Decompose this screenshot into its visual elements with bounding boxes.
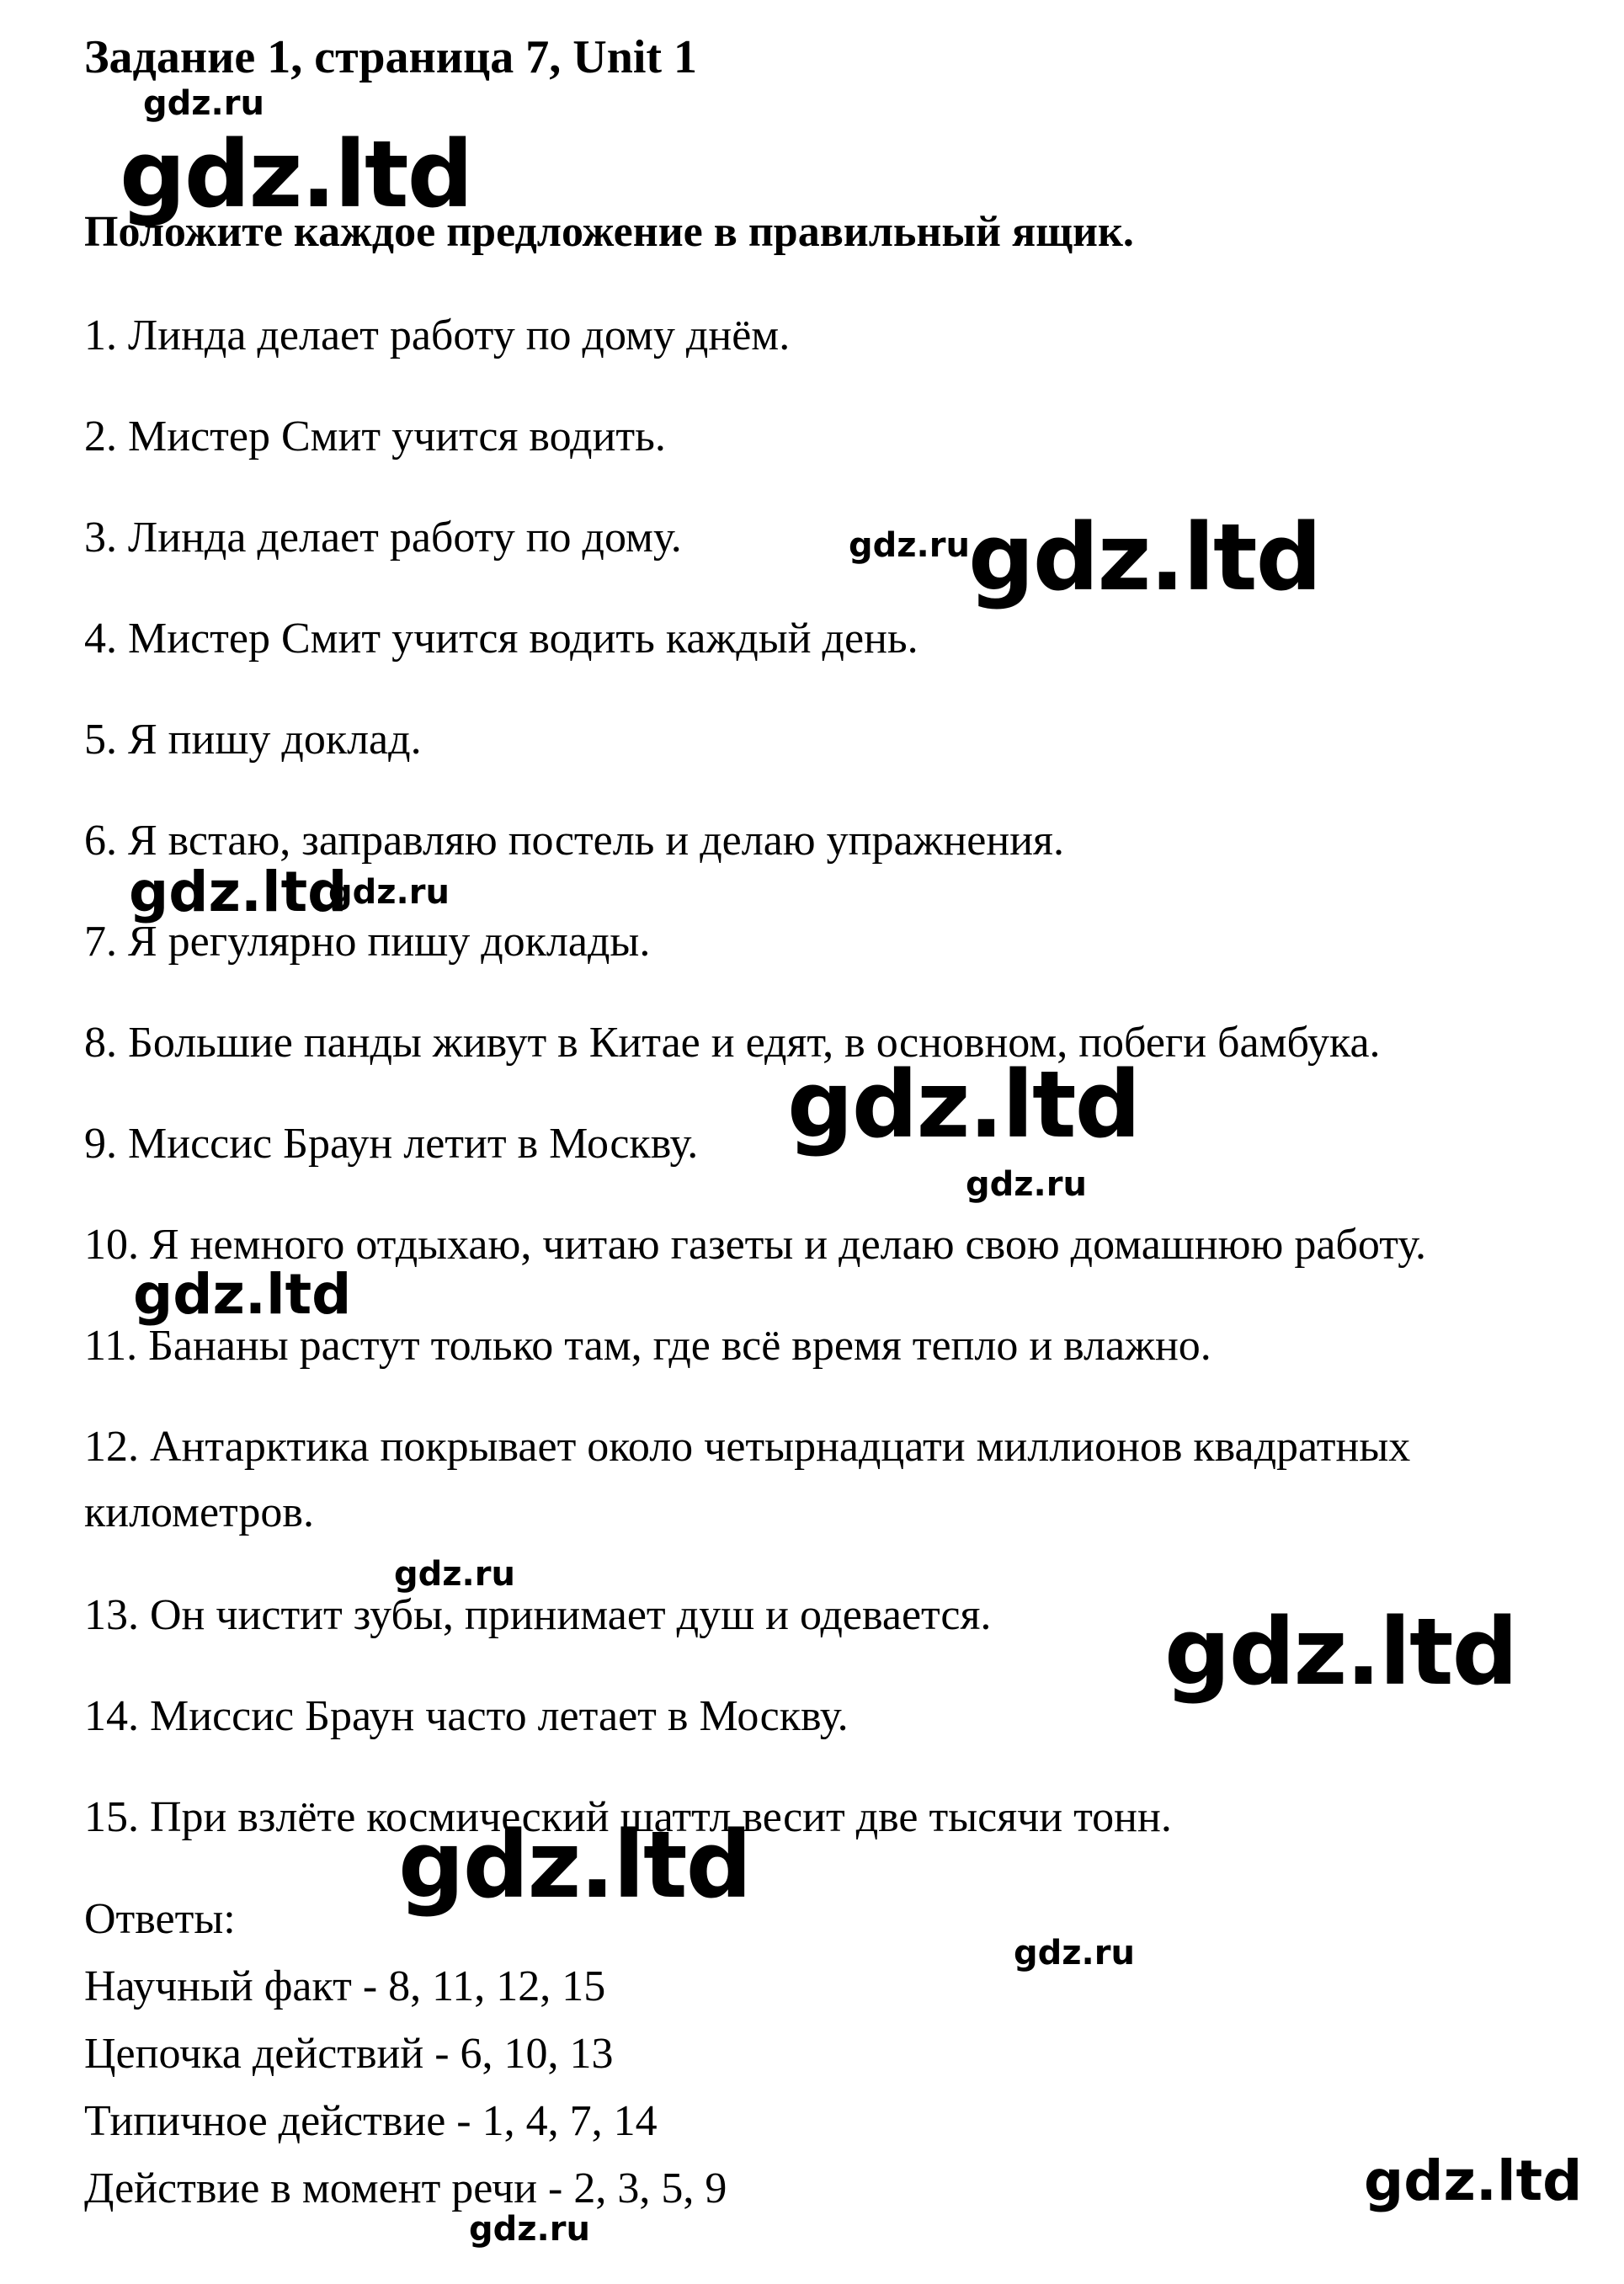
watermark-gdz-ltd: gdz.ltd: [1364, 2148, 1583, 2213]
sentence-item: 14. Миссис Браун часто летает в Москву.: [84, 1692, 849, 1740]
answer-line: Действие в момент речи - 2, 3, 5, 9: [84, 2164, 727, 2212]
sentence-item: 2. Мистер Смит учится водить.: [84, 413, 666, 461]
watermark-gdz-ru: gdz.ru: [966, 1165, 1087, 1204]
sentence-item: 10. Я немного отдыхаю, читаю газеты и делаю свою домашнюю работу.: [84, 1221, 1427, 1269]
answer-line: Типичное действие - 1, 4, 7, 14: [84, 2097, 658, 2145]
answers-block: [84, 1886, 727, 2223]
watermark-gdz-ltd: gdz.ltd: [129, 860, 348, 924]
watermark-gdz-ltd: gdz.ltd: [1164, 1598, 1517, 1706]
sentence-item: 6. Я встаю, заправляю постель и делаю упражнения.: [84, 817, 1064, 865]
sentence-item: 13. Он чистит зубы, принимает душ и одевается.: [84, 1591, 992, 1639]
watermark-gdz-ltd: gdz.ltd: [968, 503, 1321, 611]
watermark-gdz-ru: gdz.ru: [1014, 1934, 1135, 1973]
watermark-gdz-ru: gdz.ru: [328, 873, 450, 912]
watermark-gdz-ru: gdz.ru: [394, 1555, 515, 1594]
watermark-gdz-ltd: gdz.ltd: [398, 1811, 751, 1919]
watermark-gdz-ltd: gdz.ltd: [787, 1051, 1140, 1158]
watermark-gdz-ru: gdz.ru: [469, 2210, 590, 2249]
sentence-item: 1. Линда делает работу по дому днём.: [84, 311, 791, 359]
answers-heading: Ответы:: [84, 1895, 236, 1943]
sentence-item: 3. Линда делает работу по дому.: [84, 514, 682, 562]
sentence-item: 8. Большие панды живут в Китае и едят, в основном, побеги бамбука.: [84, 1019, 1381, 1067]
watermark-gdz-ru: gdz.ru: [849, 526, 970, 565]
answer-line: Цепочка действий - 6, 10, 13: [84, 2030, 614, 2078]
watermark-gdz-ru: gdz.ru: [143, 84, 264, 123]
sentence-item: 4. Мистер Смит учится водить каждый день.: [84, 615, 918, 663]
sentence-item: 9. Миссис Браун летит в Москву.: [84, 1120, 699, 1168]
watermark-gdz-ltd: gdz.ltd: [120, 120, 472, 228]
sentence-item: 11. Бананы растут только там, где всё время тепло и влажно.: [84, 1322, 1211, 1370]
sentence-item: 12. Антарктика покрывает около четырнадцати миллионов квадратных километров.: [84, 1423, 1411, 1536]
answer-line: Научный факт - 8, 11, 12, 15: [84, 1962, 606, 2010]
page-title: Задание 1, страница 7, Unit 1: [84, 31, 698, 83]
instruction-text: Положите каждое предложение в правильный ящик.: [84, 208, 1134, 256]
sentence-item: 7. Я регулярно пишу доклады.: [84, 918, 651, 966]
sentence-item: 15. При взлёте космический шаттл весит две тысячи тонн.: [84, 1793, 1172, 1841]
watermark-gdz-ltd: gdz.ltd: [133, 1262, 352, 1327]
sentence-item: 5. Я пишу доклад.: [84, 716, 422, 764]
